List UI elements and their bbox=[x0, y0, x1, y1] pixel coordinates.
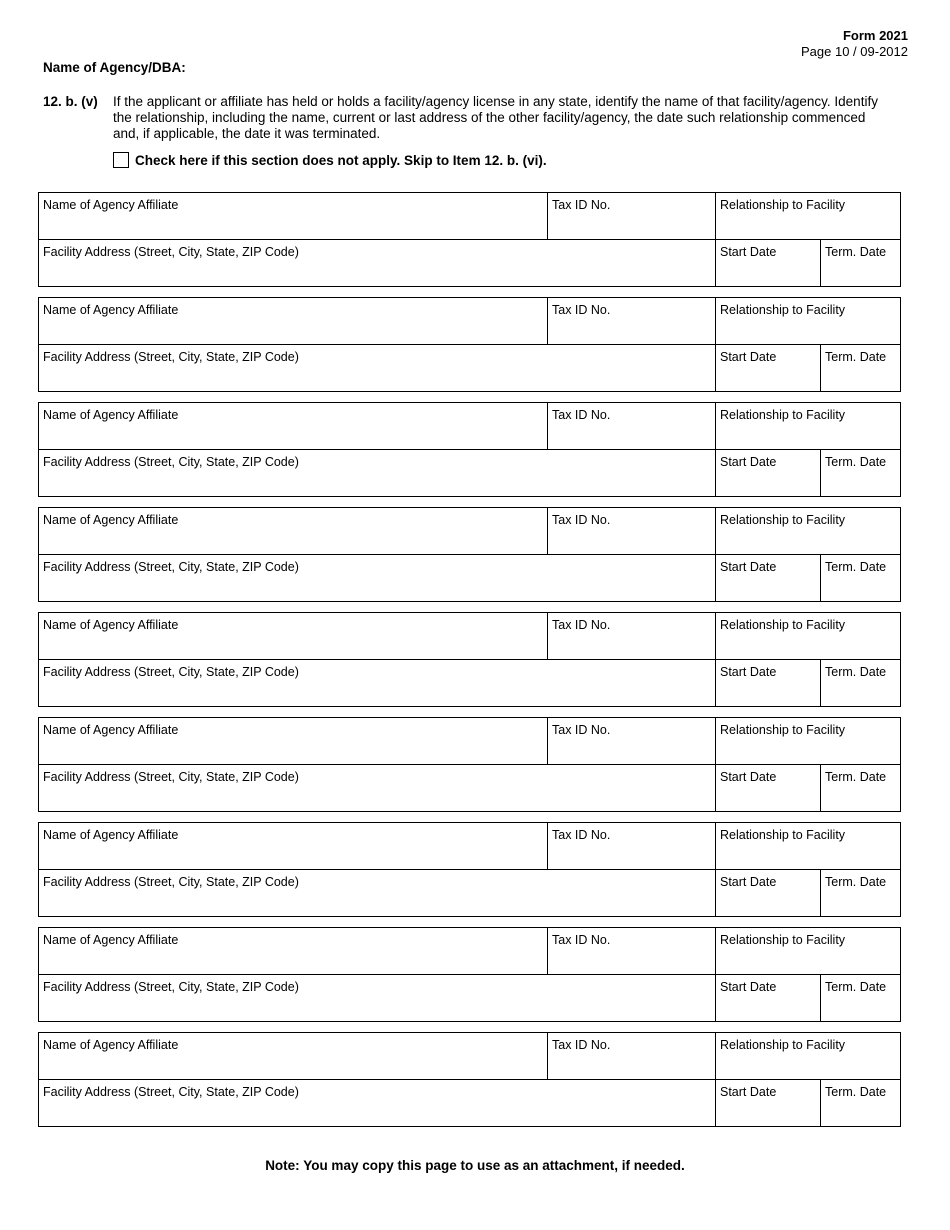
affiliate-block-bottom-row bbox=[39, 765, 900, 811]
affiliate-block bbox=[38, 612, 901, 707]
affiliate-block-top-row bbox=[39, 508, 900, 555]
affiliate-block-top-row bbox=[39, 1033, 900, 1080]
affiliate-block-top-row bbox=[39, 613, 900, 660]
page-info: Page 10 / 09-2012 bbox=[801, 44, 908, 59]
affiliate-name-field[interactable]: Name of Agency Affiliate bbox=[43, 723, 179, 737]
form-number: Form 2021 bbox=[842, 28, 908, 43]
affiliate-block bbox=[38, 717, 901, 812]
affiliate-name-field[interactable]: Name of Agency Affiliate bbox=[43, 828, 179, 842]
start-date-field[interactable]: Start Date bbox=[715, 975, 820, 1021]
affiliate-name-field[interactable]: Name of Agency Affiliate bbox=[43, 1038, 179, 1052]
relationship-field[interactable]: Relationship to Facility bbox=[715, 613, 900, 659]
affiliate-block bbox=[38, 507, 901, 602]
relationship-field[interactable]: Relationship to Facility bbox=[715, 193, 900, 239]
affiliate-block bbox=[38, 297, 901, 392]
start-date-field[interactable]: Start Date bbox=[715, 870, 820, 916]
tax-id-field[interactable]: Tax ID No. bbox=[547, 1033, 715, 1079]
tax-id-field[interactable]: Tax ID No. bbox=[547, 823, 715, 869]
start-date-field[interactable]: Start Date bbox=[715, 660, 820, 706]
affiliate-name-field[interactable]: Name of Agency Affiliate bbox=[43, 303, 179, 317]
term-date-field[interactable]: Term. Date bbox=[820, 870, 900, 916]
facility-address-field[interactable]: Facility Address (Street, City, State, ZIP Code) bbox=[43, 665, 299, 679]
term-date-field[interactable]: Term. Date bbox=[820, 345, 900, 391]
affiliate-name-field[interactable]: Name of Agency Affiliate bbox=[43, 408, 179, 422]
not-applicable-checkbox[interactable] bbox=[113, 152, 129, 168]
affiliate-block bbox=[38, 822, 901, 917]
start-date-field[interactable]: Start Date bbox=[715, 450, 820, 496]
facility-address-field[interactable]: Facility Address (Street, City, State, ZIP Code) bbox=[43, 770, 299, 784]
start-date-field[interactable]: Start Date bbox=[715, 240, 820, 286]
start-date-field[interactable]: Start Date bbox=[715, 1080, 820, 1126]
term-date-field[interactable]: Term. Date bbox=[820, 555, 900, 601]
affiliate-block-top-row bbox=[39, 823, 900, 870]
affiliate-block-top-row bbox=[39, 718, 900, 765]
affiliate-block-bottom-row bbox=[39, 660, 900, 706]
affiliate-block-bottom-row bbox=[39, 975, 900, 1021]
affiliate-block-top-row bbox=[39, 193, 900, 240]
item-number: 12. b. (v) bbox=[43, 94, 98, 109]
tax-id-field[interactable]: Tax ID No. bbox=[547, 928, 715, 974]
tax-id-field[interactable]: Tax ID No. bbox=[547, 508, 715, 554]
facility-address-field[interactable]: Facility Address (Street, City, State, ZIP Code) bbox=[43, 350, 299, 364]
facility-address-field[interactable]: Facility Address (Street, City, State, ZIP Code) bbox=[43, 560, 299, 574]
relationship-field[interactable]: Relationship to Facility bbox=[715, 823, 900, 869]
tax-id-field[interactable]: Tax ID No. bbox=[547, 613, 715, 659]
affiliate-name-field[interactable]: Name of Agency Affiliate bbox=[43, 198, 179, 212]
affiliate-block bbox=[38, 1032, 901, 1127]
tax-id-field[interactable]: Tax ID No. bbox=[547, 718, 715, 764]
term-date-field[interactable]: Term. Date bbox=[820, 765, 900, 811]
relationship-field[interactable]: Relationship to Facility bbox=[715, 403, 900, 449]
affiliate-block-bottom-row bbox=[39, 870, 900, 916]
relationship-field[interactable]: Relationship to Facility bbox=[715, 718, 900, 764]
affiliate-block-bottom-row bbox=[39, 450, 900, 496]
relationship-field[interactable]: Relationship to Facility bbox=[715, 928, 900, 974]
affiliate-name-field[interactable]: Name of Agency Affiliate bbox=[43, 618, 179, 632]
footer-note: Note: You may copy this page to use as an attachment, if needed. bbox=[265, 1158, 685, 1173]
start-date-field[interactable]: Start Date bbox=[715, 345, 820, 391]
affiliate-block-top-row bbox=[39, 403, 900, 450]
affiliate-name-field[interactable]: Name of Agency Affiliate bbox=[43, 933, 179, 947]
affiliate-block-top-row bbox=[39, 298, 900, 345]
not-applicable-label: Check here if this section does not apply. Skip to Item 12. b. (vi). bbox=[135, 152, 547, 168]
affiliate-block-bottom-row bbox=[39, 345, 900, 391]
term-date-field[interactable]: Term. Date bbox=[820, 450, 900, 496]
affiliate-block-bottom-row bbox=[39, 555, 900, 601]
facility-address-field[interactable]: Facility Address (Street, City, State, ZIP Code) bbox=[43, 980, 299, 994]
start-date-field[interactable]: Start Date bbox=[715, 765, 820, 811]
facility-address-field[interactable]: Facility Address (Street, City, State, ZIP Code) bbox=[43, 245, 299, 259]
affiliate-name-field[interactable]: Name of Agency Affiliate bbox=[43, 513, 179, 527]
term-date-field[interactable]: Term. Date bbox=[820, 975, 900, 1021]
tax-id-field[interactable]: Tax ID No. bbox=[547, 403, 715, 449]
affiliate-block-top-row bbox=[39, 928, 900, 975]
affiliate-blocks bbox=[38, 192, 901, 1137]
start-date-field[interactable]: Start Date bbox=[715, 555, 820, 601]
affiliate-block bbox=[38, 402, 901, 497]
affiliate-block-bottom-row bbox=[39, 240, 900, 286]
term-date-field[interactable]: Term. Date bbox=[820, 1080, 900, 1126]
relationship-field[interactable]: Relationship to Facility bbox=[715, 508, 900, 554]
affiliate-block-bottom-row bbox=[39, 1080, 900, 1126]
facility-address-field[interactable]: Facility Address (Street, City, State, ZIP Code) bbox=[43, 875, 299, 889]
facility-address-field[interactable]: Facility Address (Street, City, State, ZIP Code) bbox=[43, 455, 299, 469]
term-date-field[interactable]: Term. Date bbox=[820, 660, 900, 706]
affiliate-block bbox=[38, 192, 901, 287]
form-identifier bbox=[801, 28, 908, 60]
item-instructions: If the applicant or affiliate has held or holds a facility/agency license in any state, identify the name of that facility/agency. Identify the relationship, including the name, current or last address of the other facility/agency, the date such relationship commenced and, if applicable, the date it was terminated. bbox=[113, 94, 878, 141]
relationship-field[interactable]: Relationship to Facility bbox=[715, 298, 900, 344]
facility-address-field[interactable]: Facility Address (Street, City, State, ZIP Code) bbox=[43, 1085, 299, 1099]
affiliate-block bbox=[38, 927, 901, 1022]
tax-id-field[interactable]: Tax ID No. bbox=[547, 298, 715, 344]
agency-name-label: Name of Agency/DBA: bbox=[43, 60, 186, 75]
term-date-field[interactable]: Term. Date bbox=[820, 240, 900, 286]
tax-id-field[interactable]: Tax ID No. bbox=[547, 193, 715, 239]
not-applicable-row bbox=[113, 152, 547, 168]
relationship-field[interactable]: Relationship to Facility bbox=[715, 1033, 900, 1079]
